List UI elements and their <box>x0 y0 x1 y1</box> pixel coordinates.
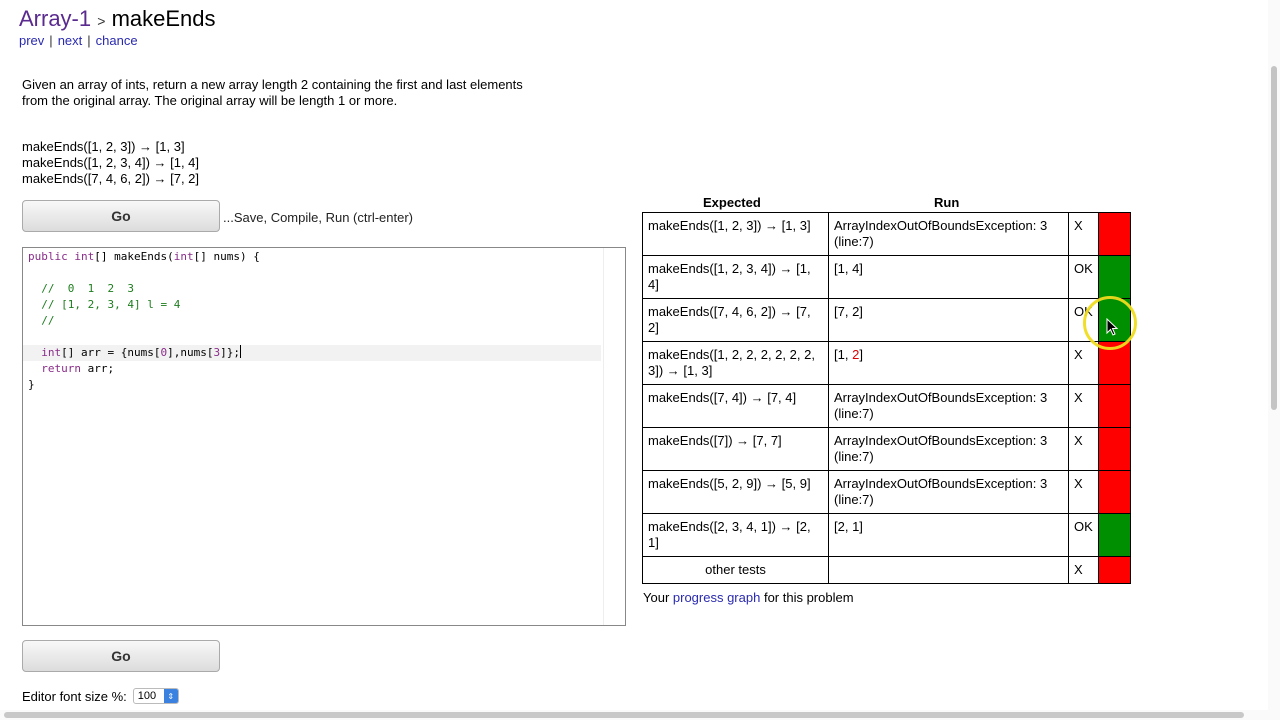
expected-cell: other tests <box>643 557 829 584</box>
status-cell: X <box>1069 385 1099 428</box>
problem-nav <box>19 33 138 48</box>
vertical-scrollbar[interactable] <box>1268 0 1280 720</box>
horizontal-scrollbar[interactable] <box>0 710 1268 720</box>
result-row <box>643 557 1131 584</box>
next-link[interactable]: next <box>57 33 83 48</box>
result-row <box>643 385 1131 428</box>
run-cell: [1, 4] <box>829 256 1069 299</box>
expected-cell: makeEnds([7, 4]) → [7, 4] <box>643 385 829 428</box>
go-button-bottom[interactable]: Go <box>22 640 220 672</box>
chevron-updown-icon: ⇕ <box>164 689 178 703</box>
fail-indicator <box>1099 385 1131 428</box>
chance-link[interactable]: chance <box>95 33 138 48</box>
breadcrumb-separator: > <box>97 13 106 29</box>
scrollbar-thumb[interactable] <box>1271 66 1277 410</box>
run-cell: [2, 1] <box>829 514 1069 557</box>
mismatch-value: 2 <box>852 347 860 362</box>
pass-indicator <box>1099 299 1131 342</box>
run-cell: ArrayIndexOutOfBoundsException: 3 (line:7) <box>829 213 1069 256</box>
example-item: makeEnds([1, 2, 3, 4]) → [1, 4] <box>22 155 200 170</box>
nav-divider: | <box>49 33 53 48</box>
results-table <box>642 212 1131 584</box>
font-size-label: Editor font size %: <box>22 688 127 704</box>
go-button-top[interactable]: Go <box>22 200 220 232</box>
description-line: Given an array of ints, return a new array length 2 containing the first and last elements <box>22 77 523 92</box>
expected-cell: makeEnds([1, 2, 2, 2, 2, 2, 2, 3]) → [1, 3] <box>643 342 829 385</box>
expected-header: Expected <box>703 195 761 210</box>
fail-indicator <box>1099 213 1131 256</box>
description-line: from the original array. The original array will be length 1 or more. <box>22 93 398 108</box>
example-item: makeEnds([1, 2, 3]) → [1, 3] <box>22 139 185 154</box>
run-header: Run <box>934 195 960 210</box>
fail-indicator <box>1099 557 1131 584</box>
expected-cell: makeEnds([7]) → [7, 7] <box>643 428 829 471</box>
font-size-select[interactable] <box>133 688 179 704</box>
status-cell: OK <box>1069 514 1099 557</box>
code-editor[interactable] <box>22 247 626 626</box>
progress-note: Your progress graph for this problem <box>643 590 854 605</box>
status-cell: OK <box>1069 256 1099 299</box>
fail-indicator <box>1099 471 1131 514</box>
result-row <box>643 428 1131 471</box>
example-item: makeEnds([7, 4, 6, 2]) → [7, 2] <box>22 171 200 186</box>
run-cell: ArrayIndexOutOfBoundsException: 3 (line:7) <box>829 428 1069 471</box>
result-row <box>643 299 1131 342</box>
result-row <box>643 256 1131 299</box>
code-comment: // [1, 2, 3, 4] l = 4 <box>28 298 181 311</box>
run-cell: [7, 2] <box>829 299 1069 342</box>
code-line-active: int[] arr = {nums[0],nums[3]}; <box>23 345 601 361</box>
scrollbar-thumb[interactable] <box>4 712 1244 718</box>
status-cell: X <box>1069 213 1099 256</box>
expected-cell: makeEnds([1, 2, 3]) → [1, 3] <box>643 213 829 256</box>
text-cursor <box>240 345 241 358</box>
code-comment: // 0 1 2 3 <box>28 282 134 295</box>
progress-graph-link[interactable]: progress graph <box>672 590 761 605</box>
run-cell: ArrayIndexOutOfBoundsException: 3 (line:7) <box>829 471 1069 514</box>
status-cell: X <box>1069 342 1099 385</box>
page-header <box>19 6 216 34</box>
status-cell: OK <box>1069 299 1099 342</box>
run-cell: ArrayIndexOutOfBoundsException: 3 (line:7) <box>829 385 1069 428</box>
expected-cell: makeEnds([2, 3, 4, 1]) → [2, 1] <box>643 514 829 557</box>
result-row <box>643 342 1131 385</box>
problem-description <box>22 77 622 109</box>
fail-indicator <box>1099 342 1131 385</box>
print-margin <box>603 248 604 625</box>
status-cell: X <box>1069 428 1099 471</box>
page-title: makeEnds <box>111 6 216 31</box>
expected-cell: makeEnds([5, 2, 9]) → [5, 9] <box>643 471 829 514</box>
fail-indicator <box>1099 428 1131 471</box>
expected-cell: makeEnds([1, 2, 3, 4]) → [1, 4] <box>643 256 829 299</box>
run-cell: [1, 2] <box>829 342 1069 385</box>
breadcrumb-array-1[interactable]: Array-1 <box>19 6 92 31</box>
code-line: public int[] makeEnds(int[] nums) { <box>28 250 260 263</box>
status-cell: X <box>1069 557 1099 584</box>
nav-divider: | <box>87 33 91 48</box>
prev-link[interactable]: prev <box>19 33 45 48</box>
go-hint: ...Save, Compile, Run (ctrl-enter) <box>223 210 414 225</box>
code-line: } <box>28 378 35 391</box>
examples-list <box>22 139 199 187</box>
result-row <box>643 514 1131 557</box>
font-size-value: 100 <box>137 690 157 702</box>
code-line: return arr; <box>41 362 115 375</box>
editor-font-size <box>22 688 179 704</box>
pass-indicator <box>1099 256 1131 299</box>
result-row <box>643 213 1131 256</box>
code-comment: // <box>28 314 55 327</box>
result-row <box>643 471 1131 514</box>
pass-indicator <box>1099 514 1131 557</box>
run-cell <box>829 557 1069 584</box>
status-cell: X <box>1069 471 1099 514</box>
expected-cell: makeEnds([7, 4, 6, 2]) → [7, 2] <box>643 299 829 342</box>
